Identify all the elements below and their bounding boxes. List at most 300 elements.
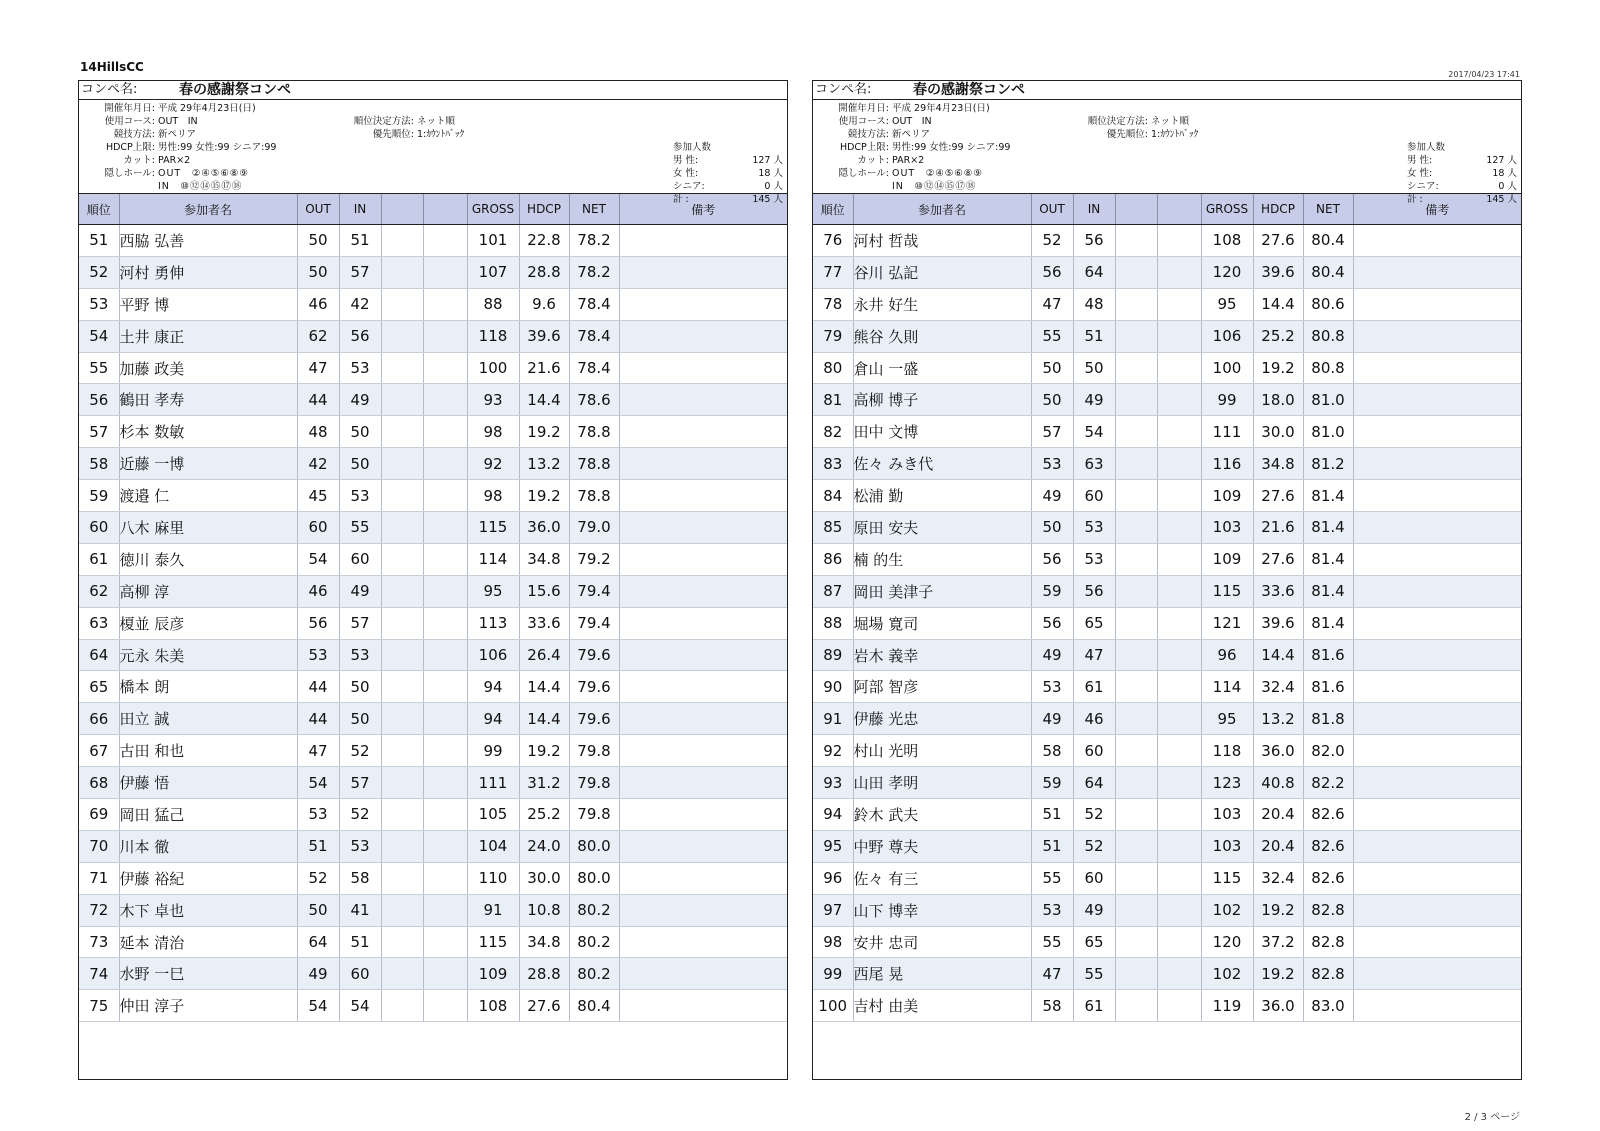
out-cell: 45 bbox=[297, 480, 339, 512]
table-row bbox=[813, 320, 1521, 352]
in-cell: 57 bbox=[339, 767, 381, 799]
note-cell bbox=[1353, 288, 1521, 320]
gross-cell: 115 bbox=[467, 926, 519, 958]
rank-cell: 54 bbox=[79, 320, 119, 352]
hdcp-cell: 13.2 bbox=[1253, 703, 1303, 735]
results-panel-left bbox=[78, 80, 788, 1080]
gross-cell: 118 bbox=[1201, 735, 1253, 767]
player-name-cell: 山田 孝明 bbox=[853, 767, 1031, 799]
gross-cell: 92 bbox=[467, 448, 519, 480]
date-line-value: 平成 29年4月23日(日) bbox=[892, 103, 990, 114]
column-header: GROSS bbox=[1201, 194, 1253, 225]
hdcp-cell: 25.2 bbox=[1253, 320, 1303, 352]
note-cell bbox=[1353, 958, 1521, 990]
blank-cell bbox=[1115, 575, 1157, 607]
note-cell bbox=[619, 735, 787, 767]
blank-cell bbox=[1157, 926, 1201, 958]
blank-cell bbox=[1115, 990, 1157, 1022]
hdcp-line-value: 男性:99 女性:99 シニア:99 bbox=[158, 142, 277, 153]
table-row bbox=[813, 480, 1521, 512]
net-cell: 82.8 bbox=[1303, 894, 1353, 926]
note-cell bbox=[1353, 543, 1521, 575]
senior-count-value: 0 人 bbox=[764, 181, 783, 192]
priority-line bbox=[1048, 128, 1208, 141]
note-cell bbox=[1353, 416, 1521, 448]
in-cell: 53 bbox=[339, 480, 381, 512]
net-cell: 81.6 bbox=[1303, 671, 1353, 703]
blank-cell bbox=[1157, 862, 1201, 894]
blank-cell bbox=[423, 926, 467, 958]
net-cell: 78.4 bbox=[569, 352, 619, 384]
out-cell: 62 bbox=[297, 320, 339, 352]
out-cell: 59 bbox=[1031, 575, 1073, 607]
net-cell: 79.6 bbox=[569, 671, 619, 703]
net-cell: 79.6 bbox=[569, 703, 619, 735]
blank-cell bbox=[1157, 607, 1201, 639]
rank-cell: 97 bbox=[813, 894, 853, 926]
in-cell: 57 bbox=[339, 256, 381, 288]
net-cell: 81.4 bbox=[1303, 543, 1353, 575]
out-cell: 52 bbox=[1031, 225, 1073, 257]
course-line-label: 使用コース: bbox=[838, 116, 889, 127]
hidden-holes-in: IN ⑩⑫⑭⑮⑰⑱ bbox=[892, 181, 977, 192]
hdcp-line bbox=[813, 141, 1043, 154]
table-row bbox=[79, 575, 787, 607]
blank-cell bbox=[423, 352, 467, 384]
net-cell: 78.4 bbox=[569, 288, 619, 320]
in-cell: 54 bbox=[1073, 416, 1115, 448]
player-name-cell: 中野 尊夫 bbox=[853, 830, 1031, 862]
blank-cell bbox=[423, 990, 467, 1022]
net-cell: 79.0 bbox=[569, 512, 619, 544]
note-cell bbox=[1353, 735, 1521, 767]
player-name-cell: 伊藤 裕紀 bbox=[119, 862, 297, 894]
table-row bbox=[79, 671, 787, 703]
player-name-cell: 高柳 博子 bbox=[853, 384, 1031, 416]
blank-cell bbox=[381, 352, 423, 384]
blank-cell bbox=[1157, 225, 1201, 257]
cut-line-value: PAR×2 bbox=[158, 155, 191, 166]
course-line-value: OUT IN bbox=[158, 116, 198, 127]
net-cell: 82.8 bbox=[1303, 926, 1353, 958]
rank-cell: 70 bbox=[79, 830, 119, 862]
priority-value: 1:ｶｳﾝﾄﾊﾞｯｸ bbox=[1151, 129, 1199, 140]
priority-line bbox=[314, 128, 474, 141]
hdcp-cell: 27.6 bbox=[1253, 225, 1303, 257]
blank-cell bbox=[423, 480, 467, 512]
competition-label: コンペ名: bbox=[81, 82, 138, 97]
table-row bbox=[79, 225, 787, 257]
rank-cell: 76 bbox=[813, 225, 853, 257]
blank-cell bbox=[423, 830, 467, 862]
in-cell: 53 bbox=[339, 830, 381, 862]
rank-cell: 87 bbox=[813, 575, 853, 607]
out-cell: 50 bbox=[1031, 384, 1073, 416]
out-cell: 53 bbox=[297, 639, 339, 671]
gross-cell: 93 bbox=[467, 384, 519, 416]
men-count-value: 127 人 bbox=[1486, 155, 1517, 166]
out-cell: 50 bbox=[297, 256, 339, 288]
blank-cell bbox=[381, 799, 423, 831]
blank-cell bbox=[381, 448, 423, 480]
in-cell: 60 bbox=[339, 958, 381, 990]
hdcp-cell: 27.6 bbox=[1253, 543, 1303, 575]
competition-name: 春の感謝祭コンペ bbox=[179, 82, 291, 98]
note-cell bbox=[1353, 990, 1521, 1022]
blank-cell bbox=[1157, 543, 1201, 575]
note-cell bbox=[1353, 480, 1521, 512]
column-header: 順位 bbox=[79, 194, 119, 225]
net-cell: 81.6 bbox=[1303, 639, 1353, 671]
rank-cell: 69 bbox=[79, 799, 119, 831]
note-cell bbox=[619, 799, 787, 831]
blank-cell bbox=[1157, 352, 1201, 384]
column-header: OUT bbox=[1031, 194, 1073, 225]
out-cell: 59 bbox=[1031, 767, 1073, 799]
blank-cell bbox=[381, 225, 423, 257]
note-cell bbox=[619, 256, 787, 288]
blank-cell bbox=[1115, 607, 1157, 639]
rank-cell: 74 bbox=[79, 958, 119, 990]
net-cell: 80.8 bbox=[1303, 352, 1353, 384]
blank-cell bbox=[381, 894, 423, 926]
player-name-cell: 渡邉 仁 bbox=[119, 480, 297, 512]
rank-cell: 94 bbox=[813, 799, 853, 831]
in-cell: 52 bbox=[339, 735, 381, 767]
blank-cell bbox=[1157, 671, 1201, 703]
table-row bbox=[79, 607, 787, 639]
player-name-cell: 西脇 弘善 bbox=[119, 225, 297, 257]
blank-cell bbox=[381, 607, 423, 639]
blank-cell bbox=[1115, 320, 1157, 352]
net-cell: 80.4 bbox=[569, 990, 619, 1022]
in-cell: 49 bbox=[1073, 894, 1115, 926]
in-cell: 50 bbox=[1073, 352, 1115, 384]
hdcp-cell: 34.8 bbox=[519, 926, 569, 958]
note-cell bbox=[1353, 448, 1521, 480]
gross-cell: 110 bbox=[467, 862, 519, 894]
player-name-cell: 鈴木 武夫 bbox=[853, 799, 1031, 831]
gross-cell: 95 bbox=[467, 575, 519, 607]
rank-cell: 85 bbox=[813, 512, 853, 544]
blank-cell bbox=[1157, 703, 1201, 735]
net-cell: 78.2 bbox=[569, 256, 619, 288]
total-count-label: 計 : bbox=[1407, 194, 1423, 205]
table-row bbox=[813, 799, 1521, 831]
rank-cell: 58 bbox=[79, 448, 119, 480]
table-row bbox=[79, 320, 787, 352]
table-row bbox=[813, 990, 1521, 1022]
table-row bbox=[79, 480, 787, 512]
in-cell: 56 bbox=[1073, 575, 1115, 607]
gross-cell: 120 bbox=[1201, 256, 1253, 288]
rank-cell: 53 bbox=[79, 288, 119, 320]
out-cell: 53 bbox=[297, 799, 339, 831]
method-line-label: 競技方法: bbox=[847, 129, 889, 140]
blank-cell bbox=[423, 799, 467, 831]
net-cell: 81.4 bbox=[1303, 575, 1353, 607]
gross-cell: 113 bbox=[467, 607, 519, 639]
net-cell: 81.4 bbox=[1303, 512, 1353, 544]
hdcp-cell: 36.0 bbox=[1253, 735, 1303, 767]
hdcp-line-value: 男性:99 女性:99 シニア:99 bbox=[892, 142, 1011, 153]
table-row bbox=[813, 288, 1521, 320]
gross-cell: 123 bbox=[1201, 767, 1253, 799]
blank-cell bbox=[381, 703, 423, 735]
competition-header bbox=[813, 81, 1521, 100]
player-name-cell: 橋本 朗 bbox=[119, 671, 297, 703]
in-cell: 53 bbox=[339, 639, 381, 671]
blank-cell bbox=[1115, 703, 1157, 735]
in-cell: 52 bbox=[339, 799, 381, 831]
hidden-holes-label: 隠しホール: bbox=[838, 168, 889, 179]
blank-cell bbox=[423, 958, 467, 990]
column-header: HDCP bbox=[1253, 194, 1303, 225]
blank-cell bbox=[423, 320, 467, 352]
column-header: IN bbox=[339, 194, 381, 225]
blank-cell bbox=[1115, 416, 1157, 448]
player-name-cell: 阿部 智彦 bbox=[853, 671, 1031, 703]
out-cell: 44 bbox=[297, 671, 339, 703]
ranking-method-value: ネット順 bbox=[417, 116, 456, 127]
blank-cell bbox=[381, 575, 423, 607]
table-row bbox=[79, 767, 787, 799]
in-cell: 50 bbox=[339, 671, 381, 703]
blank-cell bbox=[423, 735, 467, 767]
player-name-cell: 熊谷 久則 bbox=[853, 320, 1031, 352]
gross-cell: 118 bbox=[467, 320, 519, 352]
player-name-cell: 佐々 みき代 bbox=[853, 448, 1031, 480]
note-cell bbox=[619, 862, 787, 894]
hdcp-cell: 24.0 bbox=[519, 830, 569, 862]
blank-cell bbox=[423, 639, 467, 671]
blank-cell bbox=[381, 862, 423, 894]
blank-cell bbox=[423, 575, 467, 607]
table-row bbox=[813, 575, 1521, 607]
player-name-cell: 川本 徹 bbox=[119, 830, 297, 862]
player-name-cell: 松浦 勤 bbox=[853, 480, 1031, 512]
in-cell: 63 bbox=[1073, 448, 1115, 480]
net-cell: 80.2 bbox=[569, 958, 619, 990]
date-line-value: 平成 29年4月23日(日) bbox=[158, 103, 256, 114]
blank-cell bbox=[381, 639, 423, 671]
hdcp-cell: 13.2 bbox=[519, 448, 569, 480]
out-cell: 51 bbox=[1031, 830, 1073, 862]
rank-cell: 65 bbox=[79, 671, 119, 703]
cut-line-label: カット: bbox=[857, 155, 889, 166]
blank-cell bbox=[381, 543, 423, 575]
table-row bbox=[79, 352, 787, 384]
blank-cell bbox=[423, 894, 467, 926]
table-row bbox=[79, 990, 787, 1022]
hdcp-cell: 19.2 bbox=[1253, 958, 1303, 990]
net-cell: 82.0 bbox=[1303, 735, 1353, 767]
player-name-cell: 倉山 一盛 bbox=[853, 352, 1031, 384]
out-cell: 50 bbox=[297, 225, 339, 257]
gross-cell: 115 bbox=[1201, 862, 1253, 894]
column-header: NET bbox=[1303, 194, 1353, 225]
column-header: OUT bbox=[297, 194, 339, 225]
club-name: 14HillsCC bbox=[80, 60, 144, 74]
note-cell bbox=[619, 384, 787, 416]
note-cell bbox=[619, 990, 787, 1022]
rank-cell: 61 bbox=[79, 543, 119, 575]
out-cell: 58 bbox=[1031, 990, 1073, 1022]
out-cell: 56 bbox=[297, 607, 339, 639]
blank-cell bbox=[423, 512, 467, 544]
table-row bbox=[813, 639, 1521, 671]
rank-cell: 63 bbox=[79, 607, 119, 639]
hdcp-cell: 21.6 bbox=[519, 352, 569, 384]
in-cell: 64 bbox=[1073, 767, 1115, 799]
senior-count bbox=[1407, 180, 1517, 193]
blank-cell bbox=[381, 735, 423, 767]
note-cell bbox=[619, 926, 787, 958]
women-count-label: 女 性: bbox=[673, 168, 699, 179]
blank-cell bbox=[423, 543, 467, 575]
senior-count-label: シニア: bbox=[1407, 181, 1439, 192]
blank-cell bbox=[1115, 543, 1157, 575]
senior-count-value: 0 人 bbox=[1498, 181, 1517, 192]
net-cell: 82.6 bbox=[1303, 862, 1353, 894]
net-cell: 81.2 bbox=[1303, 448, 1353, 480]
priority-value: 1:ｶｳﾝﾄﾊﾞｯｸ bbox=[417, 129, 465, 140]
net-cell: 81.0 bbox=[1303, 384, 1353, 416]
hdcp-cell: 19.2 bbox=[519, 416, 569, 448]
in-cell: 60 bbox=[1073, 862, 1115, 894]
hdcp-cell: 19.2 bbox=[519, 735, 569, 767]
gross-cell: 94 bbox=[467, 703, 519, 735]
women-count-value: 18 人 bbox=[1492, 168, 1517, 179]
in-cell: 61 bbox=[1073, 990, 1115, 1022]
ranking-method-line bbox=[1048, 115, 1208, 128]
rank-cell: 73 bbox=[79, 926, 119, 958]
out-cell: 46 bbox=[297, 575, 339, 607]
competition-label: コンペ名: bbox=[815, 82, 872, 97]
blank-cell bbox=[1115, 830, 1157, 862]
table-row bbox=[813, 862, 1521, 894]
rank-cell: 81 bbox=[813, 384, 853, 416]
hidden-holes-out: OUT ②④⑤⑥⑧⑨ bbox=[892, 168, 983, 179]
out-cell: 52 bbox=[297, 862, 339, 894]
hidden-holes-line bbox=[79, 167, 309, 180]
table-row bbox=[79, 703, 787, 735]
total-count-label: 計 : bbox=[673, 194, 689, 205]
senior-count-label: シニア: bbox=[673, 181, 705, 192]
column-header: NET bbox=[569, 194, 619, 225]
in-cell: 65 bbox=[1073, 607, 1115, 639]
hidden-holes-label: 隠しホール: bbox=[104, 168, 155, 179]
hdcp-cell: 36.0 bbox=[519, 512, 569, 544]
results-table bbox=[813, 194, 1521, 1022]
player-name-cell: 村山 光明 bbox=[853, 735, 1031, 767]
table-row bbox=[813, 830, 1521, 862]
rank-cell: 72 bbox=[79, 894, 119, 926]
blank-cell bbox=[381, 512, 423, 544]
hdcp-cell: 14.4 bbox=[1253, 639, 1303, 671]
blank-cell bbox=[1157, 448, 1201, 480]
in-cell: 58 bbox=[339, 862, 381, 894]
player-name-cell: 楠 的生 bbox=[853, 543, 1031, 575]
column-header: 参加者名 bbox=[119, 194, 297, 225]
rank-cell: 62 bbox=[79, 575, 119, 607]
rank-cell: 93 bbox=[813, 767, 853, 799]
rank-cell: 95 bbox=[813, 830, 853, 862]
net-cell: 81.0 bbox=[1303, 416, 1353, 448]
rank-cell: 100 bbox=[813, 990, 853, 1022]
out-cell: 50 bbox=[297, 894, 339, 926]
table-row bbox=[79, 799, 787, 831]
men-count-value: 127 人 bbox=[752, 155, 783, 166]
player-name-cell: 古田 和也 bbox=[119, 735, 297, 767]
table-row bbox=[813, 352, 1521, 384]
gross-cell: 103 bbox=[1201, 512, 1253, 544]
hidden-holes-line bbox=[813, 167, 1043, 180]
gross-cell: 109 bbox=[1201, 480, 1253, 512]
player-name-cell: 山下 博幸 bbox=[853, 894, 1031, 926]
note-cell bbox=[1353, 703, 1521, 735]
player-name-cell: 水野 一巳 bbox=[119, 958, 297, 990]
rank-cell: 83 bbox=[813, 448, 853, 480]
player-name-cell: 杉本 数敏 bbox=[119, 416, 297, 448]
note-cell bbox=[1353, 926, 1521, 958]
net-cell: 79.4 bbox=[569, 575, 619, 607]
out-cell: 54 bbox=[297, 767, 339, 799]
hdcp-cell: 14.4 bbox=[519, 384, 569, 416]
ranking-method-label: 順位決定方法: bbox=[353, 116, 414, 127]
gross-cell: 88 bbox=[467, 288, 519, 320]
player-name-cell: 吉村 由美 bbox=[853, 990, 1031, 1022]
note-cell bbox=[1353, 225, 1521, 257]
column-header bbox=[1157, 194, 1201, 225]
in-cell: 57 bbox=[339, 607, 381, 639]
print-timestamp: 2017/04/23 17:41 bbox=[1448, 70, 1520, 79]
total-count-value: 145 人 bbox=[1486, 194, 1517, 205]
gross-cell: 100 bbox=[1201, 352, 1253, 384]
gross-cell: 95 bbox=[1201, 703, 1253, 735]
player-name-cell: 加藤 政美 bbox=[119, 352, 297, 384]
in-cell: 53 bbox=[339, 352, 381, 384]
in-cell: 55 bbox=[339, 512, 381, 544]
column-header: HDCP bbox=[519, 194, 569, 225]
cut-line-label: カット: bbox=[123, 155, 155, 166]
ranking-method-line bbox=[314, 115, 474, 128]
out-cell: 46 bbox=[297, 288, 339, 320]
in-cell: 64 bbox=[1073, 256, 1115, 288]
net-cell: 79.8 bbox=[569, 767, 619, 799]
gross-cell: 104 bbox=[467, 830, 519, 862]
rank-cell: 56 bbox=[79, 384, 119, 416]
total-count bbox=[1407, 193, 1517, 206]
hdcp-line-label: HDCP上限: bbox=[105, 142, 155, 153]
course-line-value: OUT IN bbox=[892, 116, 932, 127]
rank-cell: 84 bbox=[813, 480, 853, 512]
date-line-label: 開催年月日: bbox=[838, 103, 889, 114]
out-cell: 56 bbox=[1031, 543, 1073, 575]
out-cell: 47 bbox=[297, 352, 339, 384]
gross-cell: 100 bbox=[467, 352, 519, 384]
note-cell bbox=[1353, 799, 1521, 831]
column-header bbox=[1115, 194, 1157, 225]
note-cell bbox=[1353, 320, 1521, 352]
method-line-label: 競技方法: bbox=[113, 129, 155, 140]
note-cell bbox=[1353, 575, 1521, 607]
method-line bbox=[813, 128, 1043, 141]
blank-cell bbox=[1115, 894, 1157, 926]
gross-cell: 121 bbox=[1201, 607, 1253, 639]
blank-cell bbox=[1115, 639, 1157, 671]
results-table bbox=[79, 194, 787, 1022]
